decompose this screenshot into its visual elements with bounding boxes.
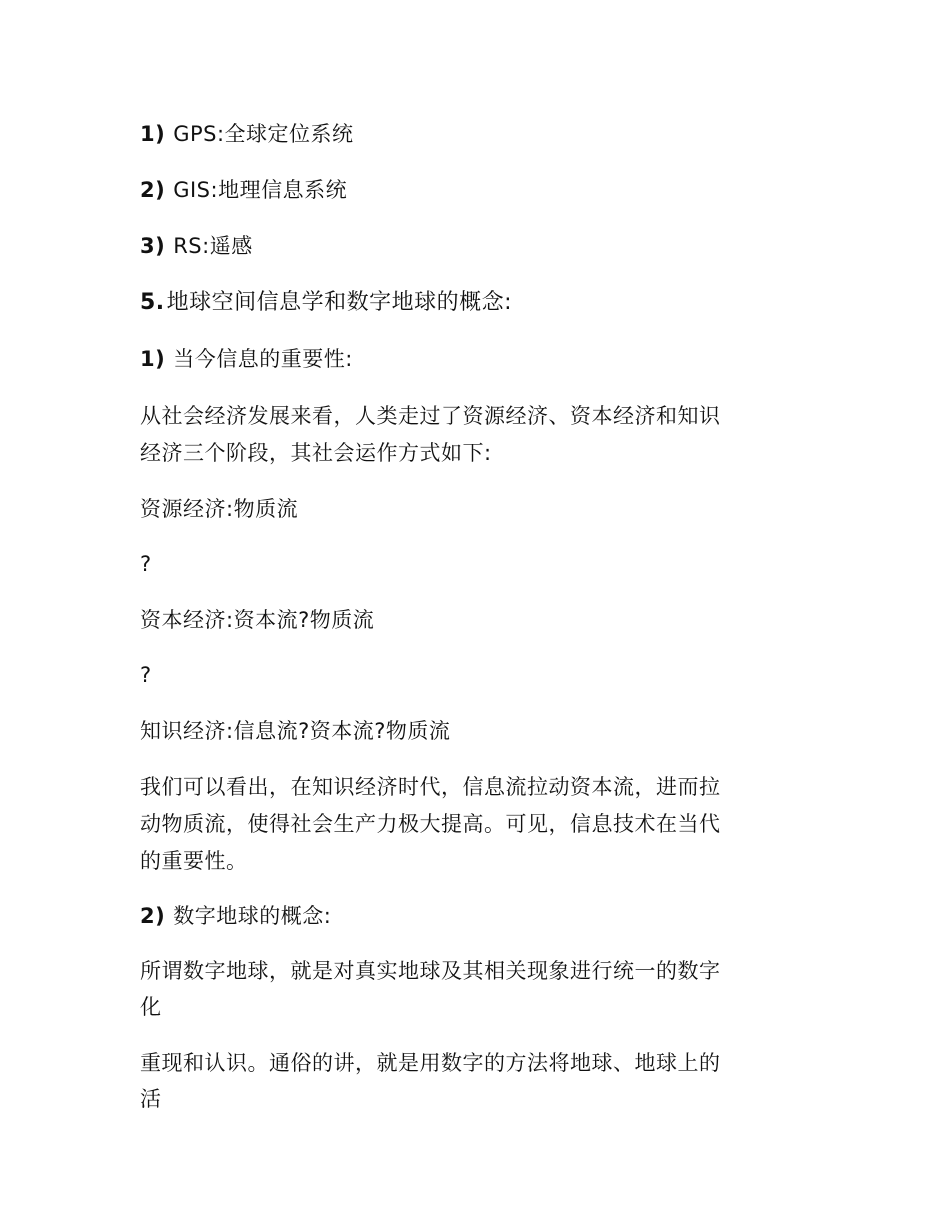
subheading-digital-earth (140, 898, 331, 935)
item-text: GPS:全球定位系统 (173, 122, 354, 146)
paragraph-line: 活 (140, 1087, 162, 1111)
paragraph-line: 从社会经济发展来看，人类走过了资源经济、资本经济和知识 (140, 404, 721, 428)
flow-knowledge-economy: 知识经济:信息流?资本流?物质流 (140, 719, 451, 743)
subheading-text: 当今信息的重要性: (173, 347, 353, 371)
item-number: 2) (140, 178, 166, 202)
question-mark: ? (140, 552, 152, 576)
item-text: RS:遥感 (173, 234, 253, 258)
question-mark: ? (140, 663, 152, 687)
item-number: 3) (140, 234, 166, 258)
document-page (140, 0, 820, 1230)
subheading-text: 数字地球的概念: (173, 904, 332, 928)
item-number: 1) (140, 122, 166, 146)
section-heading (140, 284, 512, 321)
paragraph-line: 所谓数字地球，就是对真实地球及其相关现象进行统一的数字 (140, 959, 721, 983)
list-item-gis (140, 172, 347, 209)
paragraph-line: 动物质流，使得社会生产力极大提高。可见，信息技术在当代 (140, 812, 721, 836)
item-number: 1) (140, 347, 166, 371)
item-text: GIS:地理信息系统 (173, 178, 348, 202)
paragraph-line: 经济三个阶段，其社会运作方式如下: (140, 441, 492, 465)
section-number: 5. (140, 290, 165, 315)
flow-capital-economy: 资本经济:资本流?物质流 (140, 608, 375, 632)
list-item-gps (140, 116, 354, 153)
item-number: 2) (140, 904, 166, 928)
paragraph-line: 的重要性。 (140, 849, 248, 873)
paragraph-line: 重现和认识。通俗的讲，就是用数字的方法将地球、地球上的 (140, 1051, 721, 1075)
subheading-importance (140, 341, 353, 378)
paragraph-line: 我们可以看出，在知识经济时代，信息流拉动资本流，进而拉 (140, 775, 721, 799)
paragraph-line: 化 (140, 995, 162, 1019)
flow-resource-economy: 资源经济:物质流 (140, 497, 299, 521)
section-title: 地球空间信息学和数字地球的概念: (166, 290, 513, 315)
list-item-rs (140, 228, 253, 265)
